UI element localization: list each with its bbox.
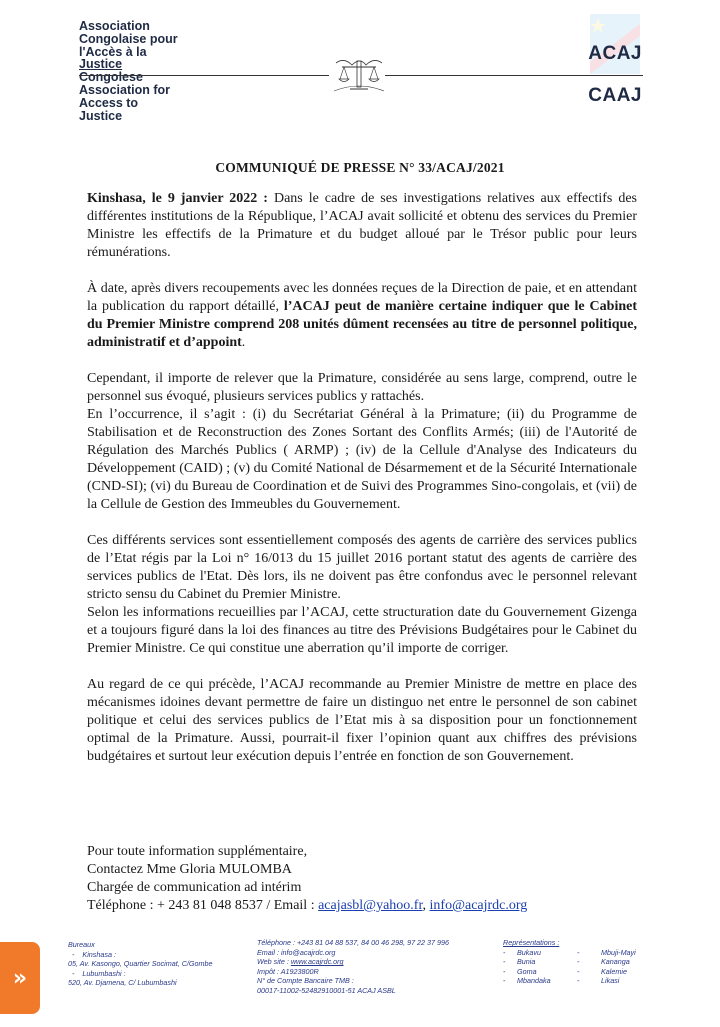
contact-block: Pour toute information supplémentaire, Contactez Mme Gloria MULOMBA Chargée de communication ad intérim Téléphone : + 243 81 048 8537 / Email : acajasbl@yahoo.fr, info@acajrdc.org: [87, 844, 528, 913]
paragraph-findings: À date, après divers recoupements avec les données reçues de la Direction de paie, et en attendant la publication du rapport détaillé, l’ACAJ peut de manière certaine indiquer que le Cabinet du Premier Ministre comprend 208 unités dûment recensées au titre de personnel politique, administratif et d’appoint.: [87, 281, 638, 350]
acronym-en: CAAJ: [588, 85, 642, 106]
paragraph-structure: Selon les informations recueillies par l’ACAJ, cette structuration date du Gouvernement Gizenga et a toujours figuré dans la loi des finances au titre des Prévisions Budgétaires pour le Cabinet du Premier Ministre. Ce qui constitue une aberration qu’il importe de corriger.: [87, 605, 637, 656]
representations-list: - Bukavu - Mbuji-Mayi - Bunia - Kananga - Goma - Kalemie - Mbandaka - Likasi: [503, 947, 636, 986]
press-release-body: [87, 190, 637, 784]
paragraph-recommendation: Au regard de ce qui précède, l’ACAJ recommande au Premier Ministre de mettre en place des mécanismes idoines devant permettre de faire un distinguo net entre le personnel de son cabinet politique et celui des services publics de l’Etat mis à sa disposition pour un fonctionnement optimal de la Primature. Aussi, pourrait-il fixer l’opinion quant aux chiffres des prévisions budgétaires et surtout leur exécution depuis l’entrée en fonction de son Gouvernement.: [87, 677, 637, 764]
header-rule-left: [79, 75, 329, 76]
website-link[interactable]: www.acajrdc.org: [290, 957, 344, 967]
footer-offices: Bureaux - Kinshasa : 05, Av. Kasongo, Quartier Socimat, C/Gombe - Lubumbashi : 520, Av. Djamena, C/ Lubumbashi: [68, 940, 213, 988]
paragraph-services-intro: Cependant, il importe de relever que la Primature, considérée au sens large, comprend, outre le personnel sus évoqué, plusieurs services publics y rattachés.: [87, 371, 637, 404]
dateline: Kinshasa, le 9 janvier 2022 :: [87, 191, 268, 206]
org-name-block: [79, 20, 209, 122]
footer-representations: Représentations : - Bukavu - Mbuji-Mayi - Bunia - Kananga - Goma - Kalemie - Mbandaka - Likasi: [503, 938, 663, 986]
paragraph-services-list: En l’occurrence, il s’agit : (i) du Secrétariat Général à la Primature; (ii) du Programme de Stabilisation et de Reconstruction des Zones Sortant des Conflits Armés; (iii) de l'Autorité de Régulation des Marchés Publics ( ARMP) ; (iv) de la Cellule d'Analyse des Indicateurs du Développement (CAID) ; (v) du Comité National de Désarmement et de la Sécurité Internationale (CND-SI); (vi) du Bureau de Coordination et de Suivi des Programmes Sino-congolais, et (vii) de la Cellule de Gestion des Immeubles du Gouvernement.: [87, 407, 637, 512]
email-link-yahoo[interactable]: acajasbl@yahoo.fr: [318, 898, 423, 913]
org-name-en: Congolese Association for Access to Justice: [79, 70, 170, 123]
email-link-acaj[interactable]: info@acajrdc.org: [429, 898, 528, 913]
footer-contact-info: Téléphone : +243 81 04 88 537, 84 00 46 298, 97 22 37 996 Email : info@acajrdc.org Web site : www.acajrdc.org Impôt : A1923800R N° de Compte Bancaire TMB : 00017-11002-52482910001-51 ACAJ ASBL: [257, 938, 450, 995]
footer: [0, 936, 720, 1016]
acronym-fr: ACAJ: [588, 43, 642, 64]
header-rule-right: [385, 75, 643, 76]
press-release-title: COMMUNIQUÉ DE PRESSE N° 33/ACAJ/2021: [215, 160, 505, 175]
paragraph-intro: Kinshasa, le 9 janvier 2022 : Dans le cadre de ses investigations relatives aux effectifs des différentes institutions de la République, l’ACAJ avait sollicité et obtenu des services du Premier Ministre les effectifs de la Primature et du budget alloué par le Trésor public pour leurs rémunérations.: [87, 191, 637, 260]
chevron-double-right-icon[interactable]: »: [0, 942, 40, 1014]
scales-of-justice-icon: [330, 55, 388, 95]
org-name-fr: Association Congolaise pour l'Accès à la Justice: [79, 19, 178, 72]
paragraph-agents: Ces différents services sont essentiellement composés des agents de carrière des services publics de l’Etat régis par la Loi n° 16/013 du 15 juillet 2016 portant statut des agents de carrière des services publics de l'Etat. Dès lors, ils ne doivent pas être confondus avec le personnel relevant stricto sensu du Cabinet du Premier Ministre.: [87, 533, 637, 602]
key-finding: l’ACAJ peut de manière certaine indiquer que le Cabinet du Premier Ministre comprend 208 unités dûment recensées au titre de personnel politique, administratif et d’appoint: [87, 299, 638, 350]
